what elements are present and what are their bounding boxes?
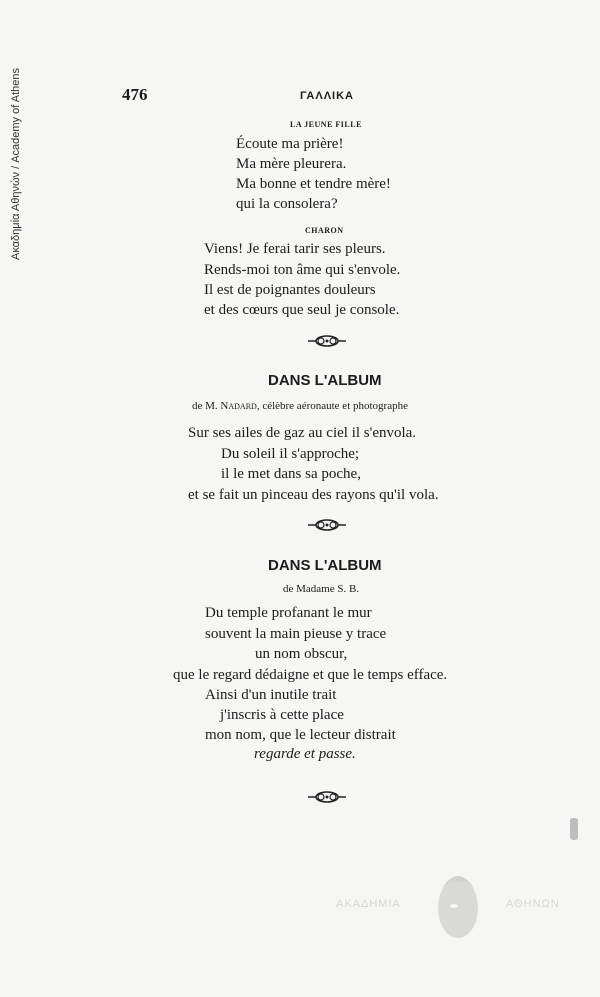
section-title: DANS L'ALBUM bbox=[268, 557, 382, 574]
poem-line: Il est de poignantes douleurs bbox=[204, 282, 376, 298]
poem-line: Du soleil il s'approche; bbox=[221, 446, 360, 462]
athena-head-icon bbox=[428, 868, 488, 946]
watermark-text-right: ΑΘΗΝΩΝ bbox=[506, 898, 560, 910]
running-head: ΓΑΛΛΙΚΑ bbox=[300, 90, 354, 102]
poem-line: Ainsi d'un inutile trait bbox=[205, 687, 337, 703]
poem-line: que le regard dédaigne et que le temps efface. bbox=[173, 667, 448, 683]
paper-mark bbox=[570, 818, 578, 840]
poem-line: il le met dans sa poche, bbox=[221, 466, 361, 482]
watermark-text-left: ΑΚΑΔΗΜΙΑ bbox=[336, 898, 401, 910]
poem-line: Sur ses ailes de gaz au ciel il s'envola. bbox=[188, 425, 417, 441]
section-subtitle: de Madame S. B. bbox=[283, 583, 360, 595]
poem-line: Écoute ma prière! bbox=[236, 136, 344, 152]
fleuron-ornament bbox=[306, 790, 348, 804]
poem-line: regarde et passe. bbox=[254, 746, 356, 762]
poem-line: Ma mère pleurera. bbox=[236, 156, 347, 172]
fleuron-ornament bbox=[306, 334, 348, 348]
poem-line: Rends-moi ton âme qui s'envole. bbox=[204, 262, 401, 278]
fleuron-ornament bbox=[306, 518, 348, 532]
poem-line: Du temple profanant le mur bbox=[205, 605, 372, 621]
poem-line: j'inscris à cette place bbox=[220, 707, 344, 723]
section-title: DANS L'ALBUM bbox=[268, 372, 382, 389]
poem-line: et des cœurs que seul je console. bbox=[204, 302, 400, 318]
speaker-jeune-fille: LA JEUNE FILLE bbox=[290, 120, 362, 129]
archive-credit: Ακαδημία Αθηνών / Academy of Athens bbox=[10, 68, 22, 261]
poem-line: Viens! Je ferai tarir ses pleurs. bbox=[204, 241, 386, 257]
poem-line: un nom obscur, bbox=[255, 646, 348, 662]
poem-line: Ma bonne et tendre mère! bbox=[236, 176, 391, 192]
poem-line: qui la consolera? bbox=[236, 196, 338, 212]
poem-line: souvent la main pieuse y trace bbox=[205, 626, 387, 642]
academy-watermark-stamp bbox=[328, 868, 578, 948]
speaker-charon: CHARON bbox=[305, 226, 344, 235]
page-number: 476 bbox=[122, 85, 148, 104]
poem-line: mon nom, que le lecteur distrait bbox=[205, 727, 396, 743]
poem-line: et se fait un pinceau des rayons qu'il vola. bbox=[188, 487, 439, 503]
section-subtitle: de M. Nadard, célèbre aéronaute et photographe bbox=[192, 400, 408, 412]
